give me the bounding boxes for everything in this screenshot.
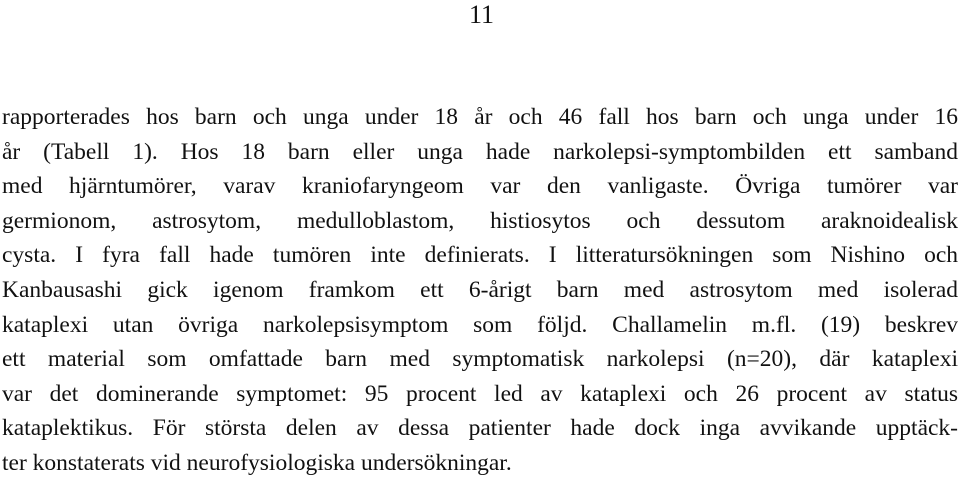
text-line: år (Tabell 1). Hos 18 barn eller unga hade narkolepsi-symptombilden ett samband xyxy=(2,138,958,165)
text-line: rapporterades hos barn och unga under 18 år och 46 fall hos barn och unga under 16 xyxy=(2,104,958,130)
text-line: kataplektikus. För största delen av dessa patienter hade dock inga avvikande upptäck- xyxy=(2,415,958,442)
text-line: var det dominerande symptomet: 95 procent led av kataplexi och 26 procent av status xyxy=(2,380,958,407)
text-line: kataplexi utan övriga narkolepsisymptom som följd. Challamelin m.fl. (19) beskrev xyxy=(2,311,958,338)
text-line: ett material som omfattade barn med symptomatisk narkolepsi (n=20), där kataplexi xyxy=(2,346,958,373)
text-line: germionom, astrosytom, medulloblastom, histiosytos och dessutom araknoidealisk xyxy=(2,207,958,234)
body-paragraph xyxy=(2,100,958,481)
text-line: med hjärntumörer, varav kraniofaryngeom var den vanligaste. Övriga tumörer var xyxy=(2,173,958,200)
page-number: 11 xyxy=(468,0,494,29)
text-line: ter konstaterats vid neurofysiologiska undersökningar. xyxy=(2,449,512,476)
text-line: Kanbausashi gick igenom framkom ett 6-årigt barn med astrosytom med isolerad xyxy=(2,276,958,303)
text-line: cysta. I fyra fall hade tumören inte definierats. I litteratursökningen som Nishino och xyxy=(2,242,958,269)
